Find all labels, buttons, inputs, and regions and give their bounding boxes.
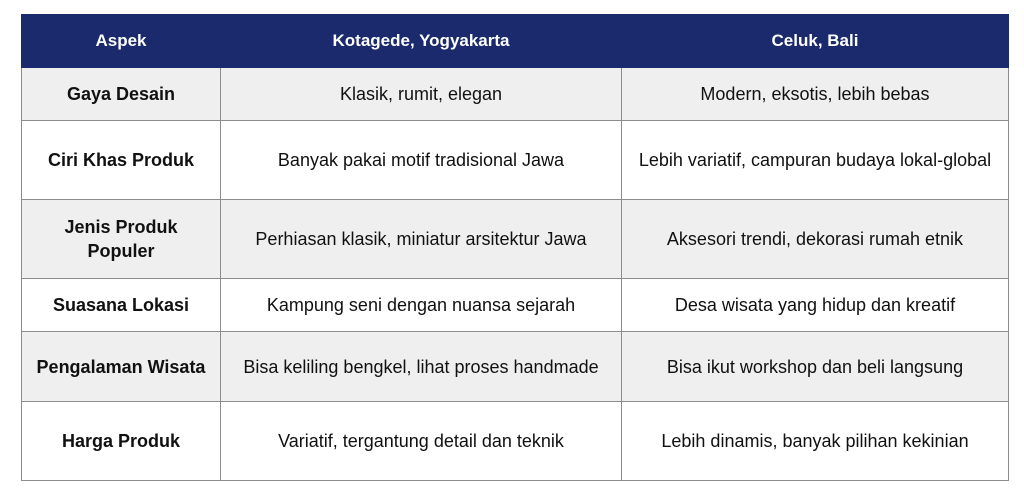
row-kotagede-cell: Kampung seni dengan nuansa sejarah: [221, 279, 622, 332]
row-kotagede-cell: Klasik, rumit, elegan: [221, 68, 622, 121]
row-aspect-cell: Pengalaman Wisata: [22, 332, 221, 402]
comparison-table-container: [21, 14, 1009, 481]
row-kotagede-cell: Variatif, tergantung detail dan teknik: [221, 402, 622, 481]
header-aspect: Aspek: [22, 15, 221, 68]
table-row: [22, 279, 1009, 332]
row-celuk-cell: Modern, eksotis, lebih bebas: [622, 68, 1009, 121]
table-row: [22, 402, 1009, 481]
row-kotagede-cell: Perhiasan klasik, miniatur arsitektur Jawa: [221, 200, 622, 279]
table-header-row: [22, 15, 1009, 68]
row-celuk-cell: Lebih variatif, campuran budaya lokal-global: [622, 121, 1009, 200]
header-celuk: Celuk, Bali: [622, 15, 1009, 68]
row-aspect-cell: Jenis Produk Populer: [22, 200, 221, 279]
row-celuk-cell: Bisa ikut workshop dan beli langsung: [622, 332, 1009, 402]
row-aspect-cell: Ciri Khas Produk: [22, 121, 221, 200]
table-row: [22, 200, 1009, 279]
row-aspect-cell: Harga Produk: [22, 402, 221, 481]
row-aspect-cell: Gaya Desain: [22, 68, 221, 121]
row-aspect-cell: Suasana Lokasi: [22, 279, 221, 332]
table-row: [22, 332, 1009, 402]
table-row: [22, 121, 1009, 200]
row-celuk-cell: Desa wisata yang hidup dan kreatif: [622, 279, 1009, 332]
row-celuk-cell: Lebih dinamis, banyak pilihan kekinian: [622, 402, 1009, 481]
table-row: [22, 68, 1009, 121]
row-kotagede-cell: Banyak pakai motif tradisional Jawa: [221, 121, 622, 200]
header-kotagede: Kotagede, Yogyakarta: [221, 15, 622, 68]
row-kotagede-cell: Bisa keliling bengkel, lihat proses handmade: [221, 332, 622, 402]
comparison-table: [21, 14, 1009, 481]
row-celuk-cell: Aksesori trendi, dekorasi rumah etnik: [622, 200, 1009, 279]
